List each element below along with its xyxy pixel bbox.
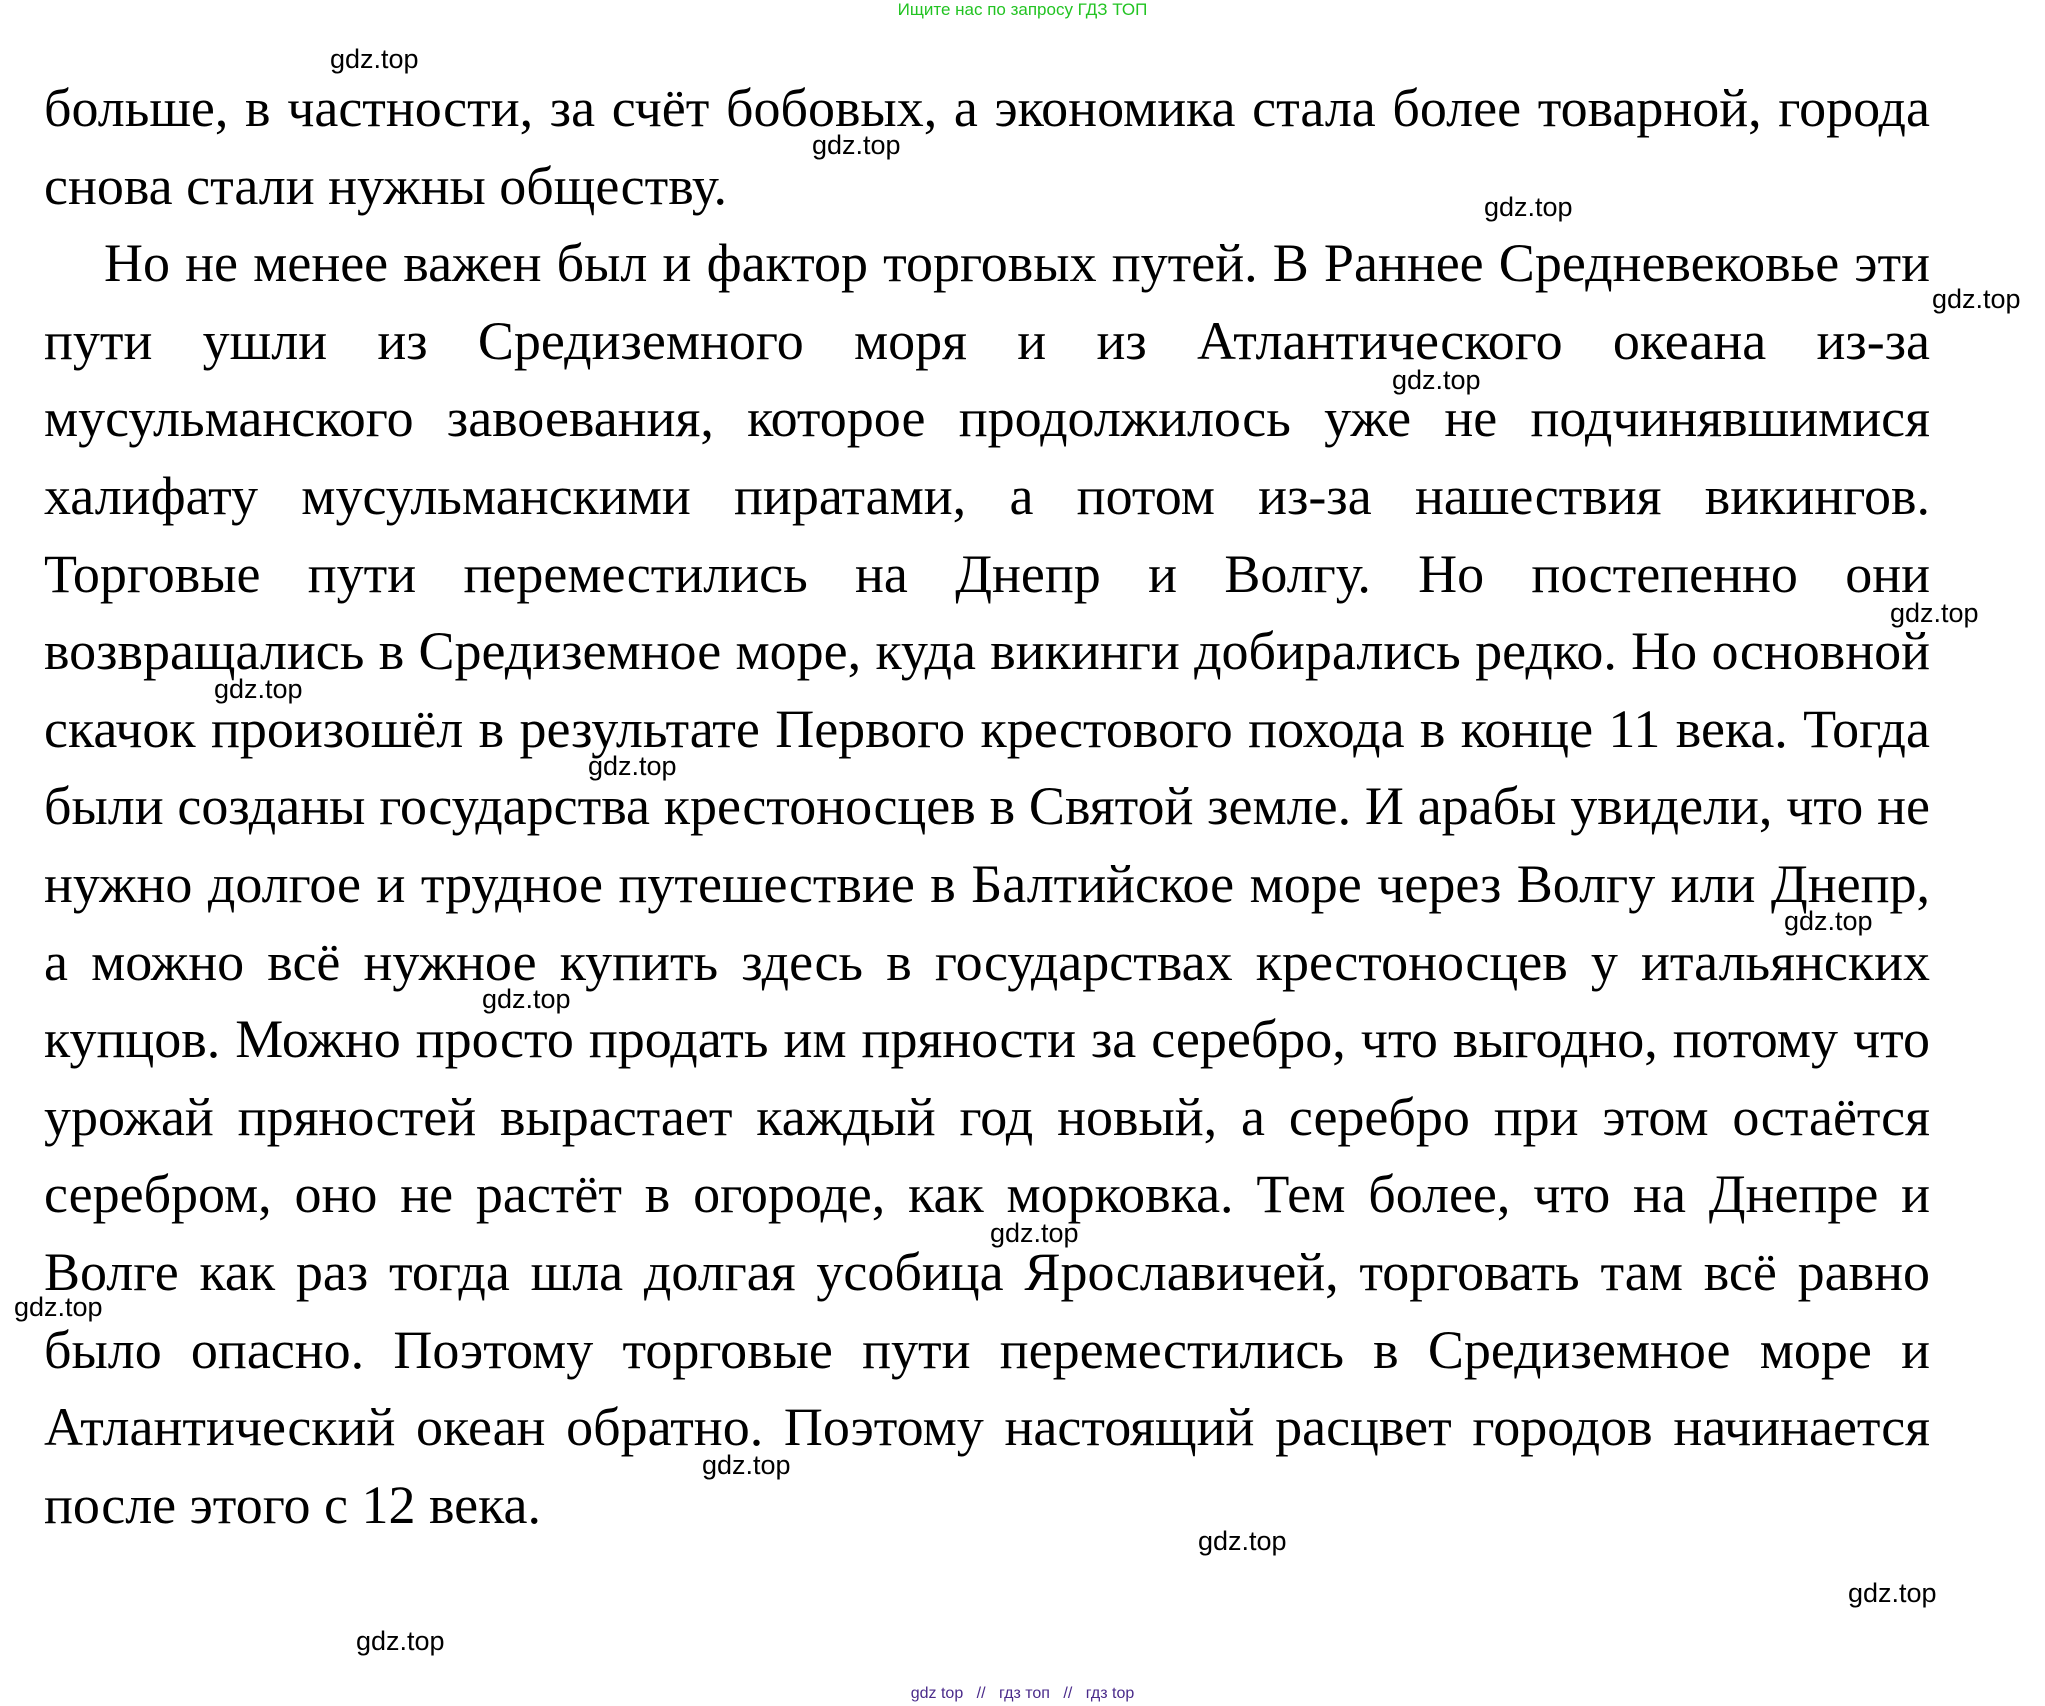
watermark: gdz.top — [1392, 365, 1481, 395]
footer-item: gdz top — [910, 1685, 964, 1702]
document-body — [44, 70, 1930, 1544]
watermark: gdz.top — [214, 674, 303, 704]
watermark: gdz.top — [990, 1218, 1079, 1248]
watermark: gdz.top — [588, 751, 677, 781]
watermark: gdz.top — [482, 984, 571, 1014]
watermark: gdz.top — [812, 130, 901, 160]
footer-separator: // — [1063, 1685, 1073, 1702]
watermark: gdz.top — [1848, 1578, 1937, 1608]
watermark: gdz.top — [1784, 906, 1873, 936]
watermark: gdz.top — [356, 1626, 445, 1656]
top-banner: Ищите нас по запросу ГДЗ ТОП — [897, 0, 1148, 19]
watermark: gdz.top — [14, 1292, 103, 1322]
watermark: gdz.top — [702, 1450, 791, 1480]
footer-item: гдз top — [1085, 1685, 1135, 1702]
footer — [0, 1684, 2045, 1704]
footer-item: гдз топ — [999, 1685, 1050, 1702]
paragraph-1: больше, в частности, за счёт бобовых, а экономика стала более товарной, города снова стали нужны обществу. — [44, 78, 1930, 216]
watermark: gdz.top — [1198, 1526, 1287, 1556]
watermark: gdz.top — [1932, 284, 2021, 314]
paragraph-2: Но не менее важен был и фактор торговых путей. В Раннее Средневековье эти пути ушли из Средиземного моря и из Атлантического океана из-за мусульманского завоевания, которое продолжилось уже не подчинявшимися халифату мусульманскими пиратами, а потом из-за нашествия викингов. Торговые пути переместились на Днепр и Волгу. Но постепенно они возвращались в Средиземное море, куда викинги добирались редко. Но основной скачок произошёл в результате Первого крестового похода в конце 11 века. Тогда были созданы государства крестоносцев в Святой земле. И арабы увидели, что не нужно долгое и трудное путешествие в Балтийское море через Волгу или Днепр, а можно всё нужное купить здесь в государствах крестоносцев у итальянских купцов. Можно просто продать им пряности за серебро, что выгодно, потому что урожай пряностей вырастает каждый год новый, а серебро при этом остаётся серебром, оно не растёт в огороде, как морковка. Тем более, что на Днепре и Волге как раз тогда шла долгая усобица Ярославичей, торговать там всё равно было опасно. Поэтому торговые пути переместились в Средиземное море и Атлантический океан обратно. Поэтому настоящий расцвет городов начинается после этого с 12 века. — [44, 233, 1930, 1535]
watermark: gdz.top — [330, 44, 419, 74]
watermark: gdz.top — [1484, 192, 1573, 222]
footer-separator: // — [976, 1685, 986, 1702]
watermark: gdz.top — [1890, 598, 1979, 628]
